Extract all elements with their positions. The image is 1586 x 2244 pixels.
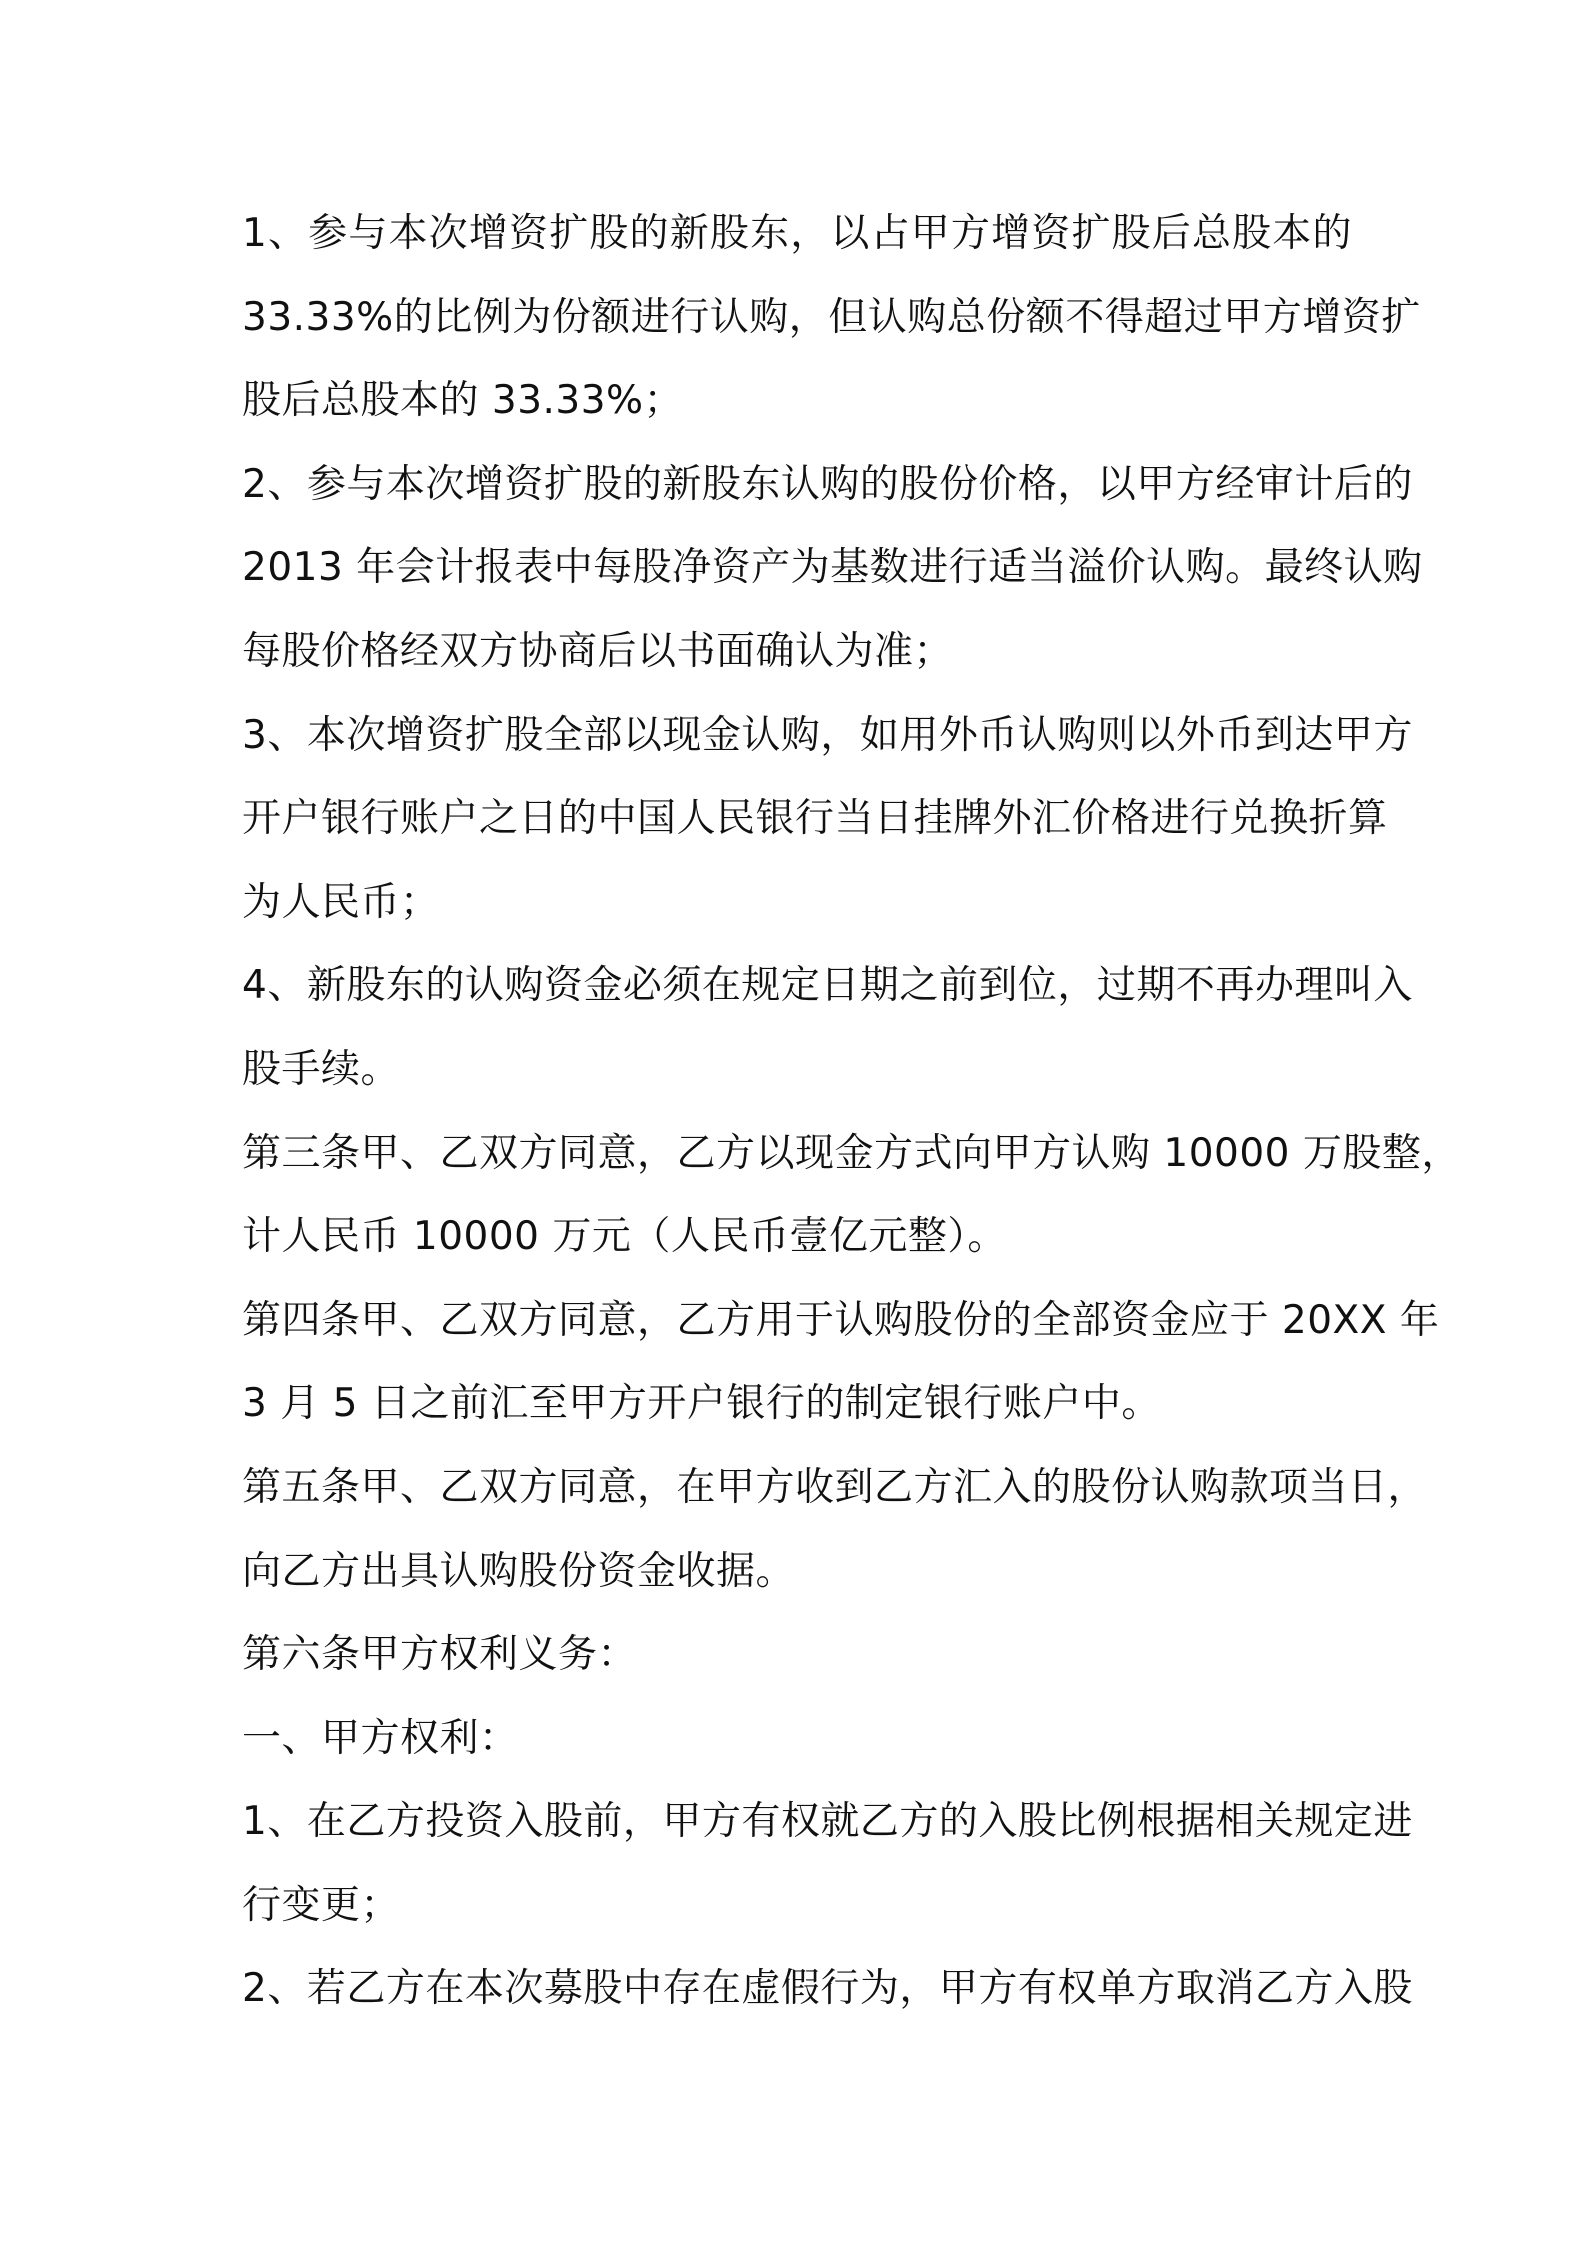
text-line: 3 月 5 日之前汇至甲方开户银行的制定银行账户中。 [242,1381,1161,1427]
text-line: 2、参与本次增资扩股的新股东认购的股份价格，以甲方经审计后的 [242,461,1413,507]
text-line: 3、本次增资扩股全部以现金认购，如用外币认购则以外币到达甲方 [242,712,1413,758]
text-line: 向乙方出具认购股份资金收据。 [242,1548,796,1594]
text-line: 1、在乙方投资入股前，甲方有权就乙方的入股比例根据相关规定进 [242,1799,1413,1845]
text-line: 股手续。 [242,1046,401,1092]
text-line: 股后总股本的 33.33%； [242,378,684,424]
document-page [242,192,1461,2031]
text-line: 计人民币 10000 万元（人民币壹亿元整）。 [242,1214,1007,1260]
text-line: 一、甲方权利： [242,1715,519,1761]
text-line: 1、参与本次增资扩股的新股东，以占甲方增资扩股后总股本的 [242,211,1352,256]
text-line: 2、若乙方在本次募股中存在虚假行为，甲方有权单方取消乙方入股 [242,1966,1413,2012]
text-line: 行变更； [242,1882,401,1928]
text-line: 2013 年会计报表中每股净资产为基数进行适当溢价认购。最终认购 [242,545,1423,591]
text-line: 33.33%的比例为份额进行认购，但认购总份额不得超过甲方增资扩 [242,294,1421,340]
text-line: 第四条甲、乙双方同意，乙方用于认购股份的全部资金应于 20XX 年 [242,1297,1440,1343]
text-line: 第五条甲、乙双方同意，在甲方收到乙方汇入的股份认购款项当日， [242,1464,1428,1510]
text-line: 第六条甲方权利义务： [242,1632,638,1678]
text-line: 第三条甲、乙双方同意，乙方以现金方式向甲方认购 10000 万股整， [242,1130,1461,1176]
text-line: 开户银行账户之日的中国人民银行当日挂牌外汇价格进行兑换折算 [242,796,1388,842]
text-line: 为人民币； [242,879,440,925]
text-line: 4、新股东的认购资金必须在规定日期之前到位，过期不再办理叫入 [242,963,1413,1009]
text-line: 每股价格经双方协商后以书面确认为准； [242,628,954,674]
